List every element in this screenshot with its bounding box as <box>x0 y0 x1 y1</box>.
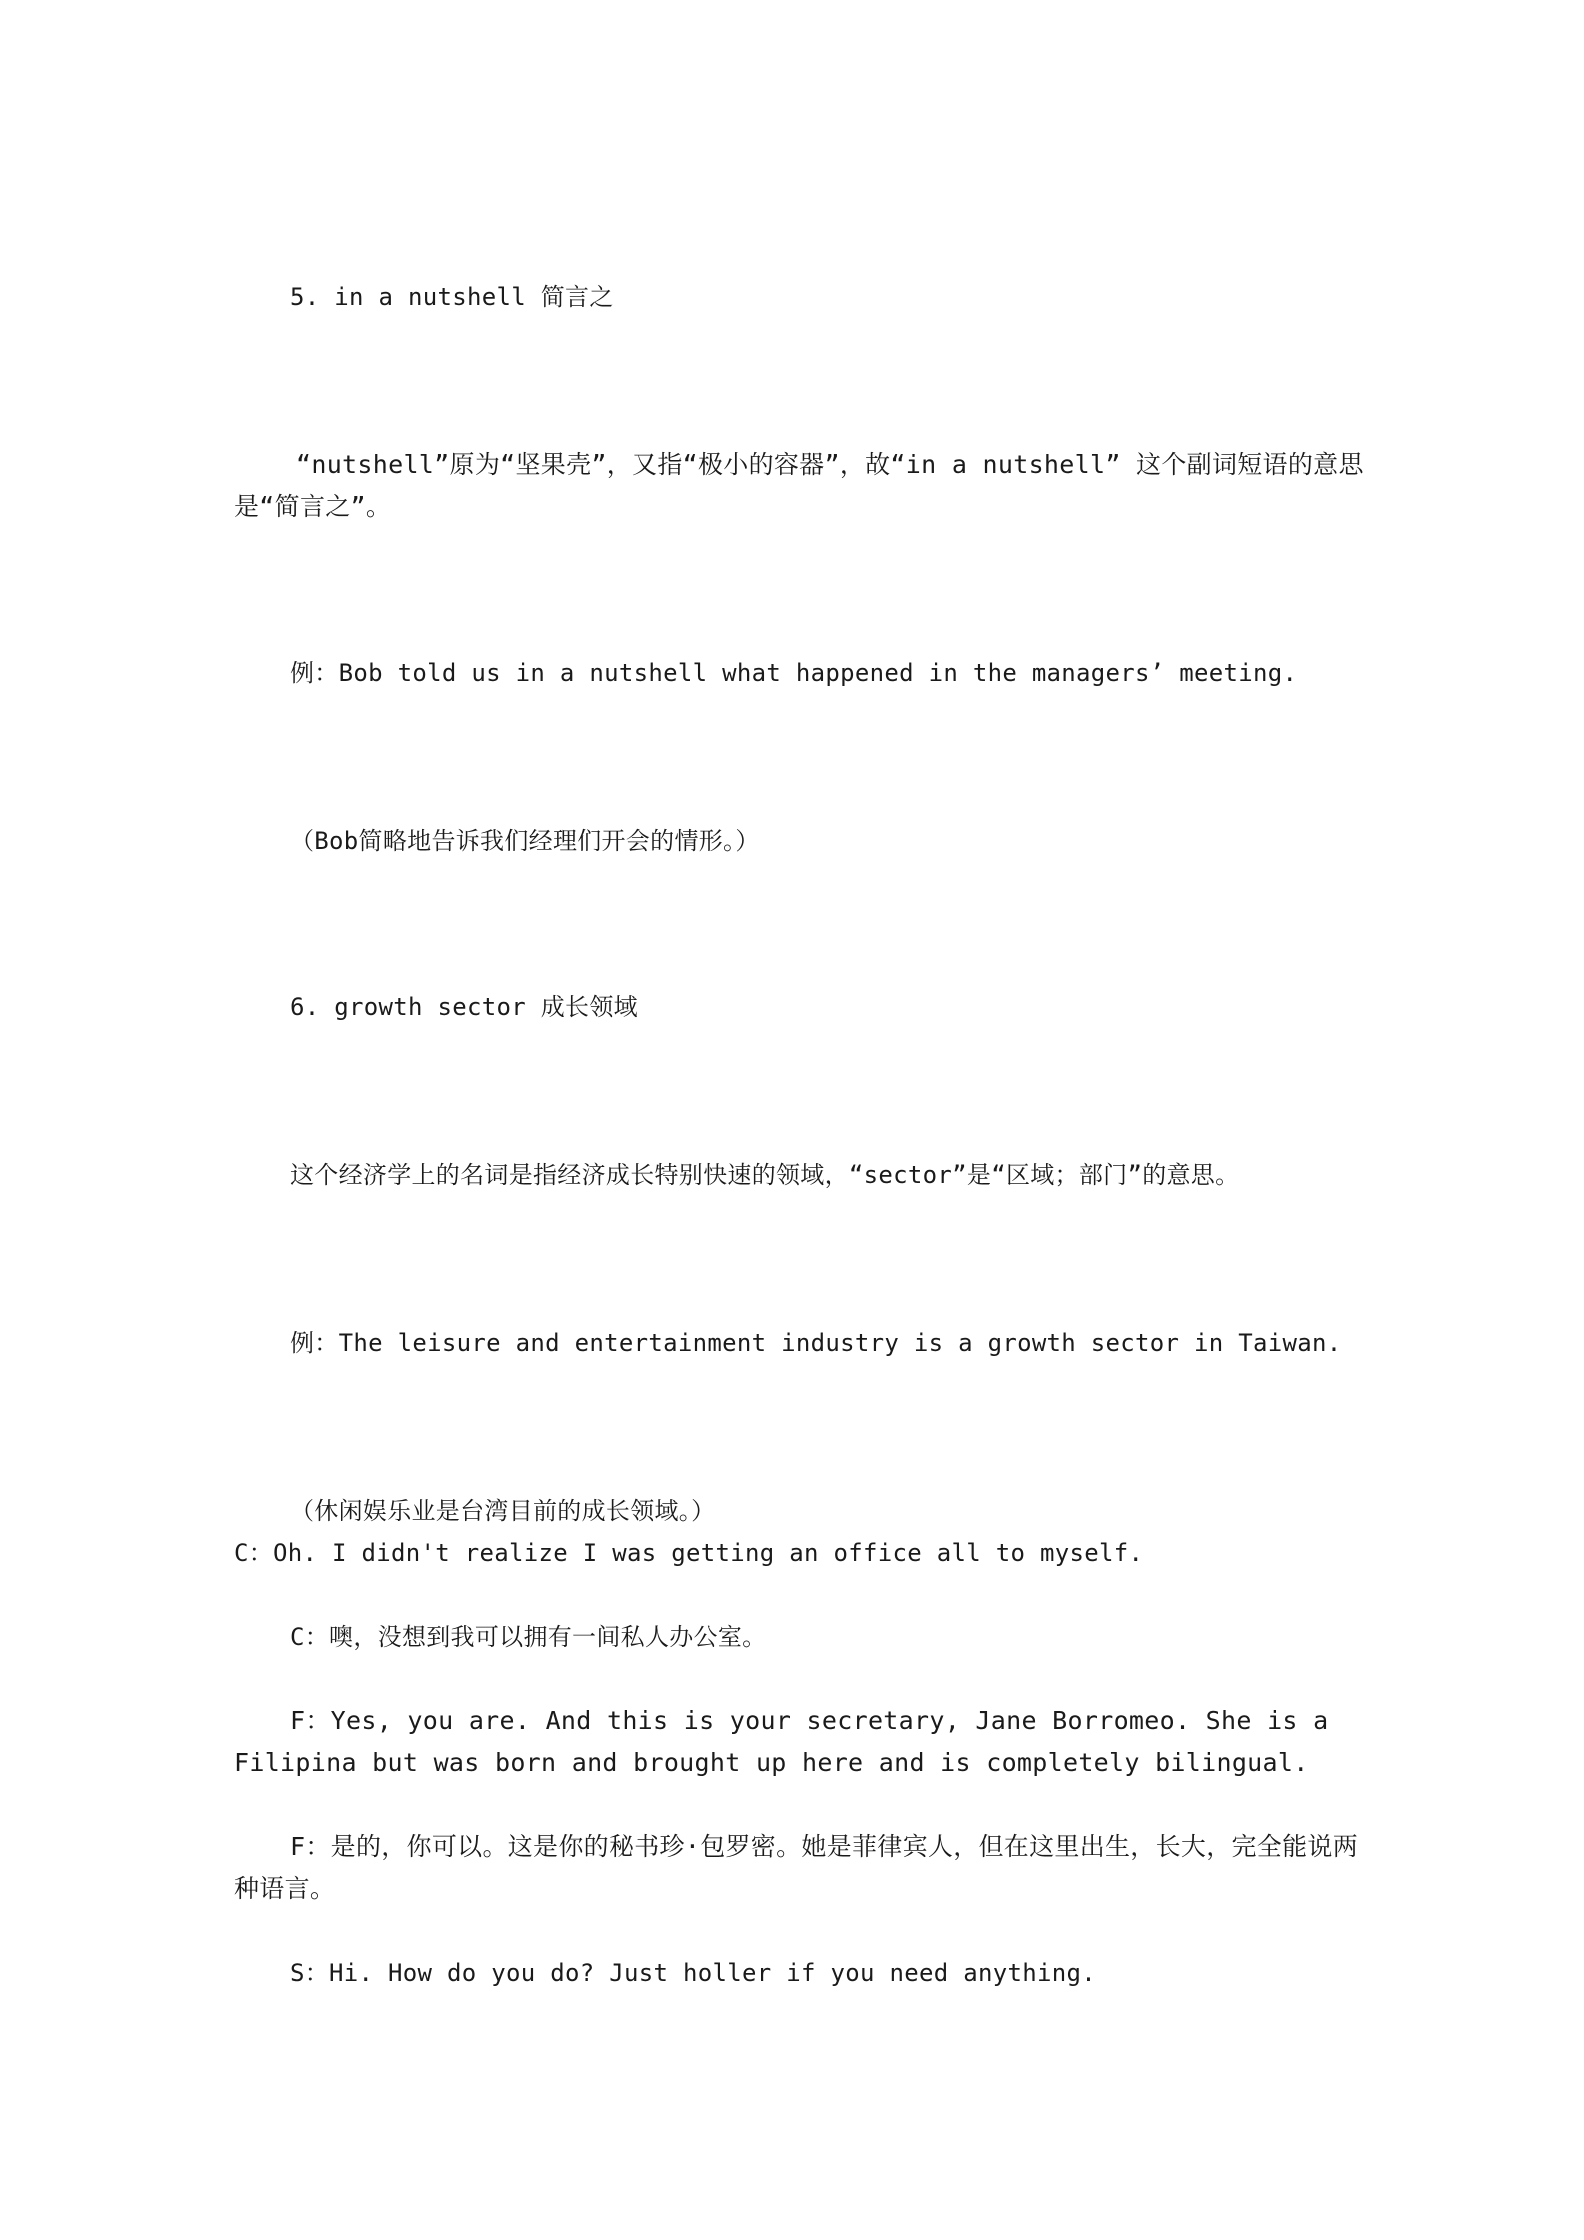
item5-explanation: “nutshell”原为“坚果壳”，又指“极小的容器”，故“in a nutshell” 这个副词短语的意思是“简言之”。 <box>234 450 1364 521</box>
dialogue-line: C：噢，没想到我可以拥有一间私人办公室。 <box>290 1623 767 1651</box>
item5-heading: 5. in a nutshell 简言之 <box>290 283 614 311</box>
item6-translation: （休闲娱乐业是台湾目前的成长领域。） <box>290 1497 716 1525</box>
dialogue-paragraph: F：Yes, you are. And this is your secretary, Jane Borromeo. She is a Filipina but was born and brought up here and is completely bilingual. <box>234 1706 1329 1777</box>
dialogue-paragraph: F：是的，你可以。这是你的秘书珍·包罗密。她是菲律宾人，但在这里出生，长大，完全能说两种语言。 <box>234 1832 1359 1903</box>
item5-example: 例：Bob told us in a nutshell what happened in the managers’ meeting. <box>290 659 1298 687</box>
dialogue-line: S：Hi. How do you do? Just holler if you need anything. <box>290 1959 1097 1987</box>
dialogue-line: C：Oh. I didn't realize I was getting an office all to myself. <box>234 1539 1144 1567</box>
item6-explanation: 这个经济学上的名词是指经济成长特别快速的领域，“sector”是“区域；部门”的意思。 <box>290 1161 1240 1189</box>
item6-heading: 6. growth sector 成长领域 <box>290 993 638 1021</box>
item5-translation: （Bob简略地告诉我们经理们开会的情形。） <box>290 827 760 855</box>
item6-example: 例：The leisure and entertainment industry is a growth sector in Taiwan. <box>290 1329 1342 1357</box>
